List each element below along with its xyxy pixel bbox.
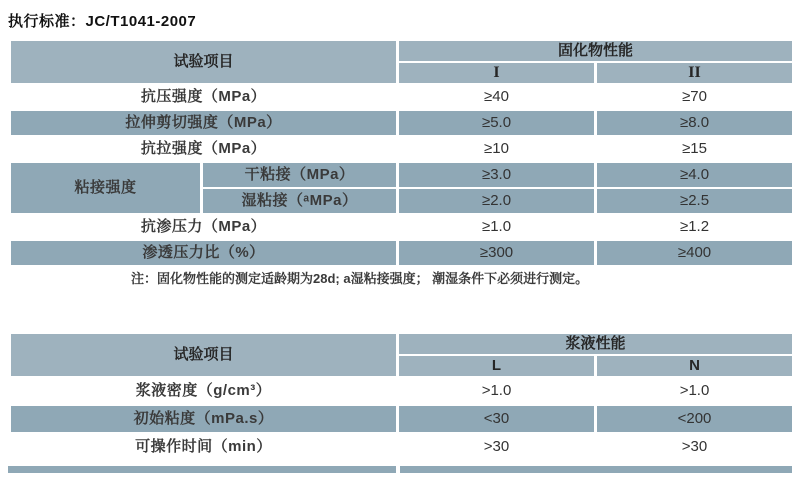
- t2-test-item-header: 试验项目: [10, 333, 398, 377]
- t2-subheader-2: N: [596, 355, 794, 377]
- row-value-1: ≥5.0: [398, 110, 596, 136]
- row-value-1: >30: [398, 433, 596, 461]
- row-value-2: ≥70: [596, 84, 794, 110]
- row-label: 可操作时间（min）: [10, 433, 398, 461]
- row-value-1: ≥300: [398, 240, 596, 266]
- row-label: 抗压强度（MPa）: [10, 84, 398, 110]
- row-value-1: <30: [398, 405, 596, 433]
- table-row: [10, 84, 794, 110]
- t1-subheader-2: II: [596, 62, 794, 84]
- row-value-1: ≥3.0: [398, 162, 596, 188]
- row-value-2: ≥15: [596, 136, 794, 162]
- table-row: [10, 110, 794, 136]
- table-row: [10, 214, 794, 240]
- row-label: 拉伸剪切强度（MPa）: [10, 110, 398, 136]
- row-value-2: >1.0: [596, 377, 794, 405]
- next-row-partial-strip: [8, 466, 792, 473]
- t1-test-item-header: 试验项目: [10, 40, 398, 84]
- footnote-text: 注：固化物性能的测定适龄期为28d; a湿粘接强度； 潮湿条件下必须进行测定。: [10, 266, 794, 291]
- row-label: 初始粘度（mPa.s）: [10, 405, 398, 433]
- t1-subheader-1: I: [398, 62, 596, 84]
- row-value-2: ≥2.5: [596, 188, 794, 214]
- row-label: 干粘接（MPa）: [202, 162, 398, 188]
- table-row: [10, 136, 794, 162]
- t2-group-header: 浆液性能: [398, 333, 794, 355]
- row-value-2: ≥8.0: [596, 110, 794, 136]
- t2-subheader-1: L: [398, 355, 596, 377]
- standard-title: 执行标准：JC/T1041-2007: [8, 13, 197, 30]
- table-row: [10, 377, 794, 405]
- row-label: 抗渗压力（MPa）: [10, 214, 398, 240]
- table-row: [10, 162, 794, 188]
- row-value-2: <200: [596, 405, 794, 433]
- row-label: 渗透压力比（%）: [10, 240, 398, 266]
- row-label: 抗拉强度（MPa）: [10, 136, 398, 162]
- row-value-1: ≥10: [398, 136, 596, 162]
- row-label: 湿粘接（ᵃMPa）: [202, 188, 398, 214]
- row-value-2: ≥400: [596, 240, 794, 266]
- cured-properties-table: [8, 39, 795, 292]
- row-value-2: ≥4.0: [596, 162, 794, 188]
- row-value-1: ≥40: [398, 84, 596, 110]
- row-label: 浆液密度（g/cm³）: [10, 377, 398, 405]
- row-value-1: >1.0: [398, 377, 596, 405]
- slurry-properties-table: [8, 332, 795, 462]
- row-value-1: ≥1.0: [398, 214, 596, 240]
- table-row: [10, 240, 794, 266]
- table-row: [10, 433, 794, 461]
- bond-strength-group-label: 粘接强度: [10, 162, 202, 214]
- table-note-row: [10, 266, 794, 291]
- partial-row-left-segment: [8, 466, 396, 473]
- t1-group-header: 固化物性能: [398, 40, 794, 62]
- row-value-2: ≥1.2: [596, 214, 794, 240]
- row-value-2: >30: [596, 433, 794, 461]
- table-row: [10, 405, 794, 433]
- partial-row-right-segment: [400, 466, 792, 473]
- row-value-1: ≥2.0: [398, 188, 596, 214]
